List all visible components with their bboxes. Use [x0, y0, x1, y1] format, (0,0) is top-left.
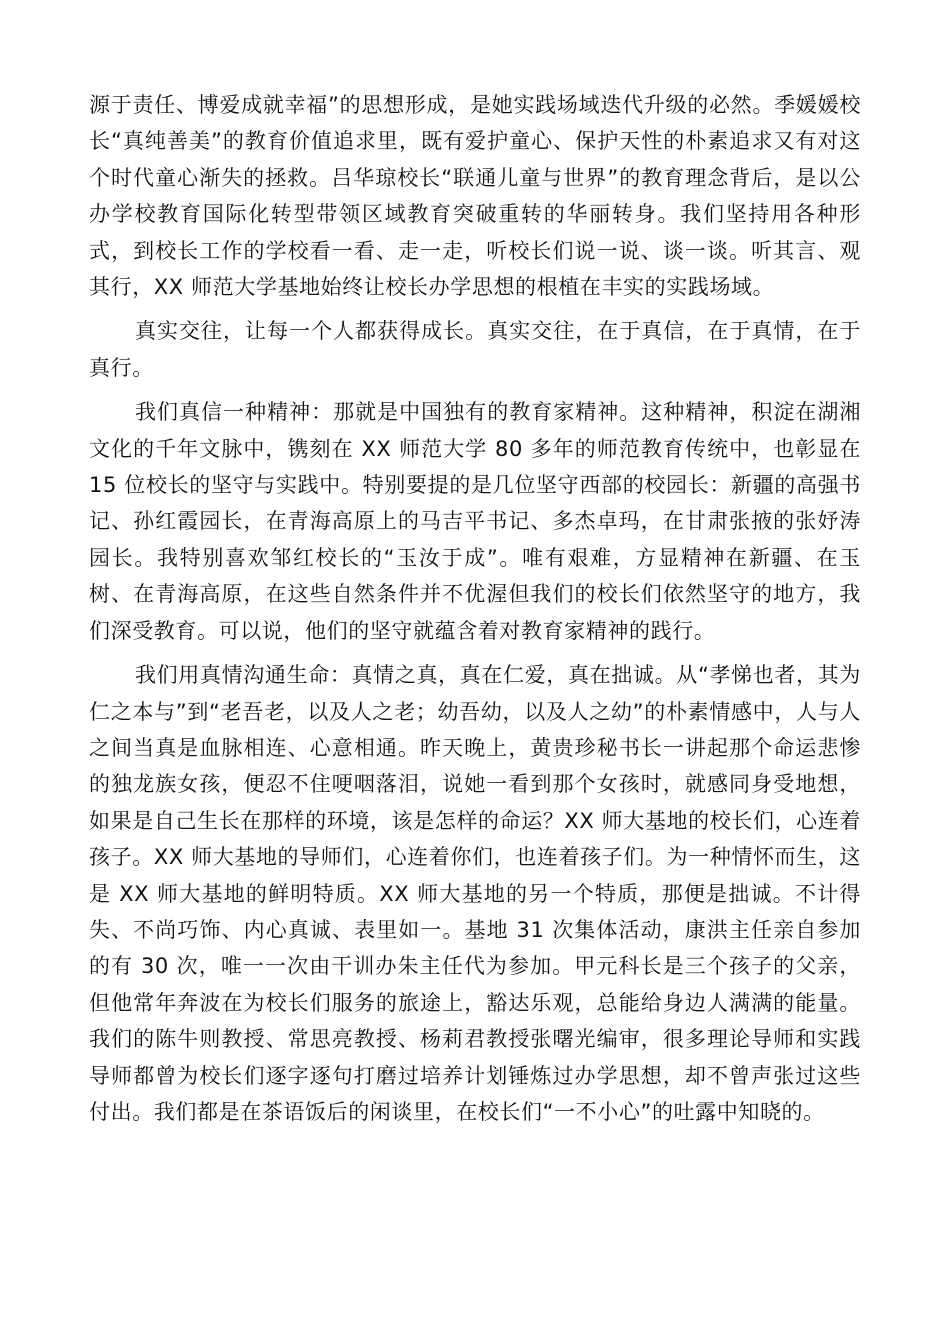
paragraph-4: 我们用真情沟通生命：真情之真，真在仁爱，真在拙诚。从“孝悌也者，其为仁之本与”到“老吾老，以及人之老；幼吾幼，以及人之幼”的朴素情感中，人与人之间当真是血脉相连、心意相通。昨天晚上，黄贵珍秘书长一讲起那个命运悲惨的独龙族女孩，便忍不住哽咽落泪，说她一看到那个女孩时，就感同身受地想，如果是自己生长在那样的环境，该是怎样的命运？XX 师大基地的校长们，心连着孩子。XX 师大基地的导师们，心连着你们，也连着孩子们。为一种情怀而生，这是 XX 师大基地的鲜明特质。XX 师大基地的另一个特质，那便是拙诚。不计得失、不尚巧饰、内心真诚、表里如一。基地 31 次集体活动，康洪主任亲自参加的有 30 次，唯一一次由干训办朱主任代为参加。甲元科长是三个孩子的父亲，但他常年奔波在为校长们服务的旅途上，豁达乐观，总能给身边人满满的能量。我们的陈牛则教授、常思亮教授、杨莉君教授张曙光编审，很多理论导师和实践导师都曾为校长们逐字逐句打磨过培养计划锤炼过办学思想，却不曾声张过这些付出。我们都是在茶语饭后的闲谈里，在校长们“一不小心”的吐露中知晓的。 — [89, 663, 861, 1124]
paragraph-3: 我们真信一种精神：那就是中国独有的教育家精神。这种精神，积淀在湖湘文化的千年文脉中，镌刻在 XX 师范大学 80 多年的师范教育传统中，也彰显在 15 位校长的坚守与实践中。特别要提的是几位坚守西部的校园长：新疆的高强书记、孙红霞园长，在青海高原上的马吉平书记、多杰卓玛，在甘肃张掖的张妤涛园长。我特别喜欢邹红校长的“玉汝于成”。唯有艰难，方显精神在新疆、在玉树、在青海高原，在这些自然条件并不优渥但我们的校长们依然坚守的地方，我们深受教育。可以说，他们的坚守就蕴含着对教育家精神的践行。 — [89, 400, 861, 643]
document-page — [89, 87, 861, 1138]
paragraph-1: 源于责任、博爱成就幸福”的思想形成，是她实践场域迭代升级的必然。季媛媛校长“真纯善美”的教育价值追求里，既有爱护童心、保护天性的朴素追求又有对这个时代童心渐失的拯救。吕华琼校长“联通儿童与世界”的教育理念背后，是以公办学校教育国际化转型带领区域教育突破重转的华丽转身。我们坚持用各种形式，到校长工作的学校看一看、走一走，听校长们说一说、谈一谈。听其言、观其行，XX 师范大学基地始终让校长办学思想的根植在丰实的实践场域。 — [89, 93, 861, 300]
paragraph-2: 真实交往，让每一个人都获得成长。真实交往，在于真信，在于真情，在于真行。 — [89, 319, 861, 380]
